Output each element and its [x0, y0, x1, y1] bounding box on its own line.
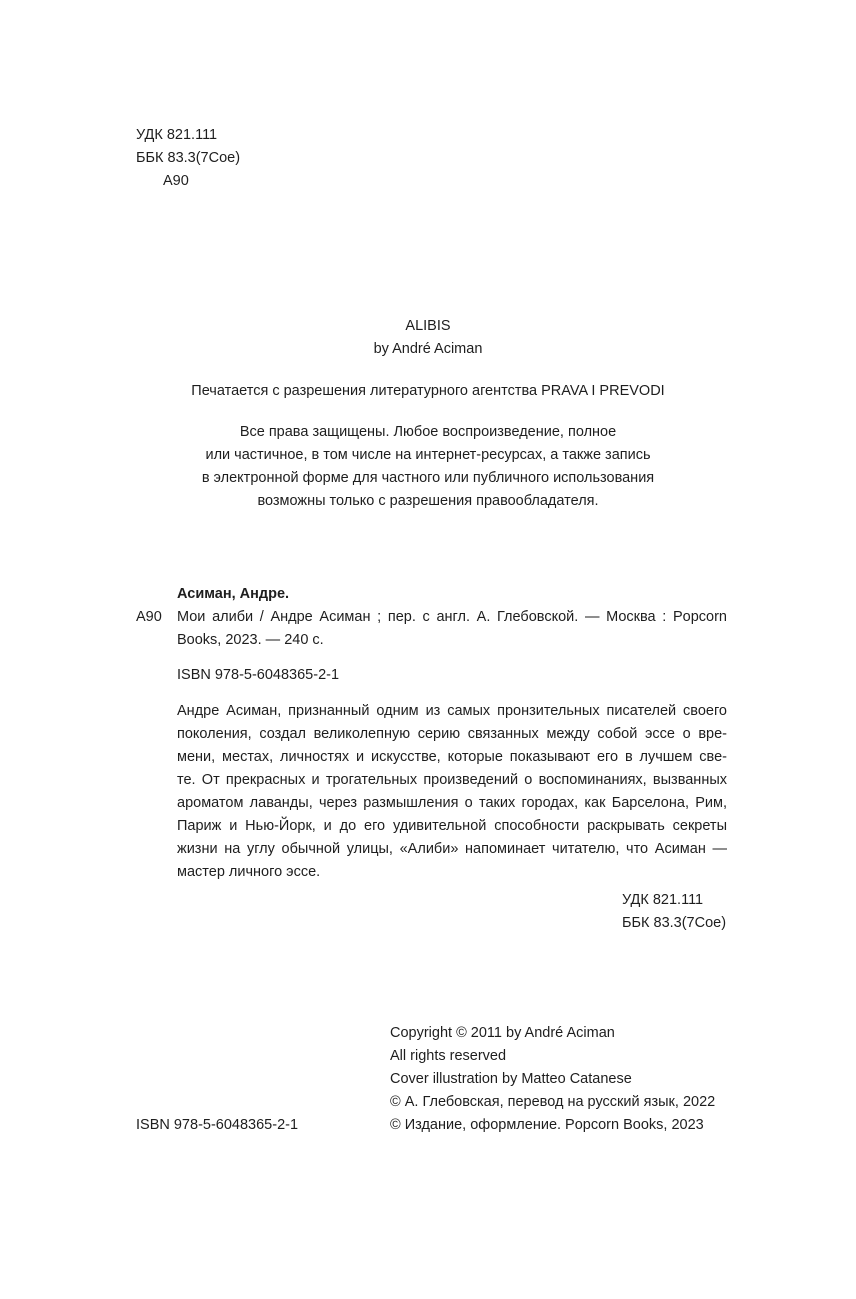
annotation-line: поколения, создал великолепную серию связанных между собой эссе о вре-	[177, 726, 727, 742]
catalog-isbn: ISBN 978-5-6048365-2-1	[177, 667, 340, 683]
rights-notice-line: в электронной форме для частного или публичного использования	[201, 470, 655, 486]
copyright-line: Cover illustration by Matteo Catanese	[390, 1071, 632, 1087]
copyright-line: Copyright © 2011 by André Aciman	[390, 1025, 615, 1041]
catalog-author-mark: А90	[136, 609, 162, 625]
catalog-description	[177, 606, 727, 652]
rights-notice-line: возможны только с разрешения правообладателя.	[257, 493, 599, 509]
header-author-mark: А90	[163, 173, 189, 189]
catalog-bbk: ББК 83.3(7Сое)	[622, 915, 727, 931]
rights-notice-line: или частичное, в том числе на интернет-ресурсах, а также запись	[205, 447, 651, 463]
copyright-line: © А. Глебовская, перевод на русский язык, 2022	[390, 1094, 716, 1110]
catalog-description-line: Books, 2023. — 240 с.	[177, 632, 324, 648]
copyright-block	[390, 1022, 715, 1137]
annotation-line: ароматом лаванды, через размышления о таких городах, как Барселона, Рим,	[177, 795, 727, 811]
annotation-line: мени, местах, личностях и искусстве, которые показывают его в лучшем све-	[177, 749, 727, 765]
original-title: ALIBIS	[405, 318, 451, 334]
rights-notice	[0, 421, 856, 513]
header-bbk: ББК 83.3(7Сое)	[136, 150, 241, 166]
header-udk: УДК 821.111	[136, 127, 218, 143]
catalog-udk: УДК 821.111	[622, 892, 704, 908]
permission-note: Печатается с разрешения литературного агентства PRAVA I PREVODI	[191, 383, 665, 399]
rights-notice-line: Все права защищены. Любое воспроизведение, полное	[239, 424, 617, 440]
original-title-block	[0, 315, 856, 361]
copyright-line: All rights reserved	[390, 1048, 507, 1064]
original-byline: by André Aciman	[373, 341, 483, 357]
annotation-line: мастер личного эссе.	[177, 864, 321, 880]
catalog-description-line: Мои алиби / Андре Асиман ; пер. с англ. А. Глебовской. — Москва : Popcorn	[177, 609, 727, 625]
catalog-author-heading: Асиман, Андре.	[177, 586, 290, 602]
permission-note-block	[0, 380, 856, 403]
annotation-line: жизни на углу обычной улицы, «Алиби» напоминает читателю, что Асиман —	[177, 841, 727, 857]
copyright-line: © Издание, оформление. Popcorn Books, 2023	[390, 1117, 704, 1133]
annotation-line: Андре Асиман, признанный одним из самых пронзительных писателей своего	[177, 703, 727, 719]
footer-isbn: ISBN 978-5-6048365-2-1	[136, 1117, 299, 1133]
catalog-annotation	[177, 700, 727, 884]
annotation-line: Париж и Нью-Йорк, и до его удивительной способности раскрывать секреты	[177, 818, 727, 834]
annotation-line: те. От прекрасных и трогательных произведений о воспоминаниях, вызванных	[177, 772, 727, 788]
